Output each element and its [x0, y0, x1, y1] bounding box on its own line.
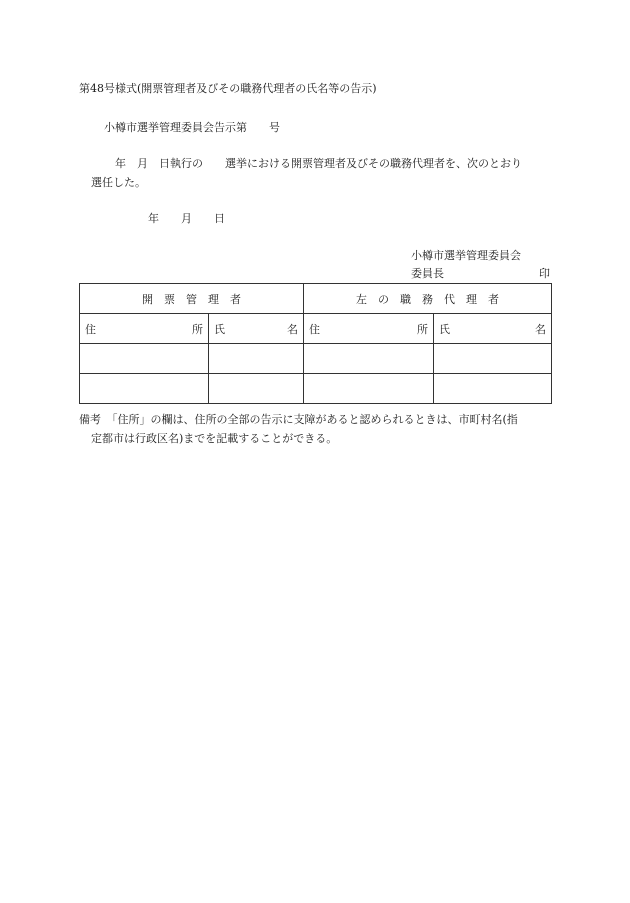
header-deputy: 左 の 職 務 代 理 者	[304, 284, 552, 314]
subheader-address	[80, 314, 209, 344]
subheader-label-start: 住	[309, 322, 320, 336]
subheader-name	[209, 314, 304, 344]
remarks-line2: 定都市は行政区名)までを記載することができる。	[91, 432, 338, 445]
table-cell	[304, 374, 434, 404]
subheader-label-end: 所	[417, 322, 428, 336]
notice-number: 小樽市選挙管理委員会告示第 号	[104, 121, 280, 134]
table-cell	[304, 344, 434, 374]
table-row	[80, 344, 552, 374]
table-cell	[80, 374, 209, 404]
table-row	[80, 374, 552, 404]
body-text-line2: 選任した。	[91, 176, 146, 189]
subheader-deputy-address	[304, 314, 434, 344]
table-cell	[434, 344, 552, 374]
subheader-deputy-name	[434, 314, 552, 344]
date-line: 年 月 日	[148, 212, 225, 225]
body-text-line1: 年 月 日執行の 選挙における開票管理者及びその職務代理者を、次のとおり	[115, 157, 522, 170]
table-cell	[434, 374, 552, 404]
remarks-line1: 備考 「住所」の欄は、住所の全部の告示に支障があると認められるときは、市町村名(指	[79, 413, 518, 426]
form-title: 第48号様式(開票管理者及びその職務代理者の氏名等の告示)	[79, 82, 377, 95]
committee-name: 小樽市選挙管理委員会	[411, 249, 521, 262]
officers-table	[79, 283, 552, 404]
table-cell	[80, 344, 209, 374]
subheader-label-start: 氏	[439, 322, 450, 336]
table-cell	[209, 344, 304, 374]
table-sub-header-row	[80, 314, 552, 344]
header-counting-manager: 開 票 管 理 者	[80, 284, 304, 314]
subheader-label-end: 所	[192, 322, 203, 336]
table-group-header-row	[80, 284, 552, 314]
subheader-label-start: 住	[85, 322, 96, 336]
subheader-label-start: 氏	[214, 322, 225, 336]
subheader-label-end: 名	[535, 322, 546, 336]
subheader-label-end: 名	[287, 322, 298, 336]
seal-mark: 印	[539, 267, 550, 280]
chair-label: 委員長	[411, 267, 444, 280]
table-cell	[209, 374, 304, 404]
